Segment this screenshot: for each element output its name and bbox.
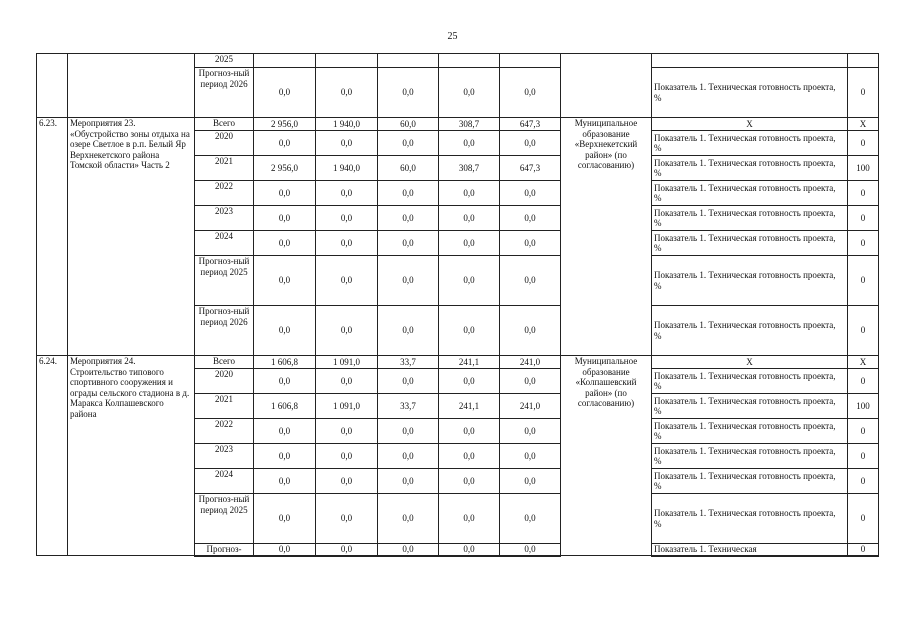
item-value-1: 0,0 xyxy=(254,231,316,256)
item-period: Прогноз- xyxy=(195,544,254,556)
item-value-3: 0,0 xyxy=(378,544,439,556)
item-value-3: 0,0 xyxy=(378,444,439,469)
item-period: 2021 xyxy=(195,156,254,181)
item-indicator: Показатель 1. Техническая готовность проекта, % xyxy=(652,206,848,231)
item-indicator: Показатель 1. Техническая готовность проекта, % xyxy=(652,131,848,156)
item-indicator: Показатель 1. Техническая готовность проекта, % xyxy=(652,494,848,544)
item-value-2: 0,0 xyxy=(316,131,378,156)
cell-value-1 xyxy=(254,54,316,68)
item-value-5: 241,0 xyxy=(500,394,561,419)
item-value-1: 0,0 xyxy=(254,469,316,494)
item-executor: Муниципальное образование «Колпашевский район» (по согласованию) xyxy=(561,356,652,556)
item-value-2: 1 940,0 xyxy=(316,156,378,181)
item-target: 0 xyxy=(848,206,879,231)
item-number: 6.24. xyxy=(37,356,68,556)
cell-value-3: 0,0 xyxy=(378,68,439,118)
item-value-5: 0,0 xyxy=(500,131,561,156)
item-value-2: 0,0 xyxy=(316,369,378,394)
cell-executor xyxy=(561,54,652,118)
item-value-2: 0,0 xyxy=(316,256,378,306)
item-value-4: 0,0 xyxy=(439,256,500,306)
item-target: 0 xyxy=(848,494,879,544)
item-period: Прогноз-ный период 2025 xyxy=(195,494,254,544)
item-value-3: 0,0 xyxy=(378,469,439,494)
item-value-4: 0,0 xyxy=(439,206,500,231)
item-value-4: 0,0 xyxy=(439,231,500,256)
item-value-3: 60,0 xyxy=(378,118,439,131)
item-period: 2023 xyxy=(195,444,254,469)
item-value-3: 0,0 xyxy=(378,494,439,544)
item-value-1: 1 606,8 xyxy=(254,356,316,369)
item-value-5: 0,0 xyxy=(500,419,561,444)
item-indicator: Х xyxy=(652,356,848,369)
cell-value-1: 0,0 xyxy=(254,68,316,118)
cell-name xyxy=(68,54,195,118)
item-value-5: 0,0 xyxy=(500,469,561,494)
item-value-1: 0,0 xyxy=(254,444,316,469)
item-target: 0 xyxy=(848,544,879,556)
item-value-5: 647,3 xyxy=(500,118,561,131)
item-value-4: 0,0 xyxy=(439,444,500,469)
item-indicator: Показатель 1. Техническая готовность проекта, % xyxy=(652,469,848,494)
item-value-3: 60,0 xyxy=(378,156,439,181)
item-value-4: 0,0 xyxy=(439,469,500,494)
table-row xyxy=(37,54,879,68)
cell-value-3 xyxy=(378,54,439,68)
item-indicator: Показатель 1. Техническая готовность проекта, % xyxy=(652,156,848,181)
item-indicator: Показатель 1. Техническая готовность проекта, % xyxy=(652,306,848,356)
item-value-3: 0,0 xyxy=(378,256,439,306)
item-target: 0 xyxy=(848,131,879,156)
item-value-3: 33,7 xyxy=(378,356,439,369)
item-number: 6.23. xyxy=(37,118,68,356)
item-value-3: 0,0 xyxy=(378,369,439,394)
item-period: Прогноз-ный период 2025 xyxy=(195,256,254,306)
item-value-4: 308,7 xyxy=(439,156,500,181)
item-value-1: 0,0 xyxy=(254,206,316,231)
item-value-4: 0,0 xyxy=(439,131,500,156)
item-value-4: 0,0 xyxy=(439,494,500,544)
cell-target: 0 xyxy=(848,68,879,118)
item-value-3: 0,0 xyxy=(378,419,439,444)
cell-period: Прогноз-ный период 2026 xyxy=(195,68,254,118)
cell-value-5: 0,0 xyxy=(500,68,561,118)
item-value-1: 1 606,8 xyxy=(254,394,316,419)
cell-number xyxy=(37,54,68,118)
item-name: Мероприятия 23. «Обустройство зоны отдыха на озере Светлое в р.п. Белый Яр Верхнекетского района Томской области» Часть 2 xyxy=(68,118,195,356)
item-period: 2020 xyxy=(195,369,254,394)
item-period: Всего xyxy=(195,356,254,369)
cell-target xyxy=(848,54,879,68)
cell-value-5 xyxy=(500,54,561,68)
item-period: 2021 xyxy=(195,394,254,419)
item-indicator: Показатель 1. Техническая xyxy=(652,544,848,556)
cell-value-2 xyxy=(316,54,378,68)
item-target: 0 xyxy=(848,256,879,306)
item-period: Прогноз-ный период 2026 xyxy=(195,306,254,356)
item-value-2: 1 940,0 xyxy=(316,118,378,131)
item-indicator: Показатель 1. Техническая готовность проекта, % xyxy=(652,394,848,419)
item-value-5: 647,3 xyxy=(500,156,561,181)
item-indicator: Показатель 1. Техническая готовность проекта, % xyxy=(652,444,848,469)
table-row xyxy=(37,356,879,369)
item-name: Мероприятия 24. Строительство типового спортивного сооружения и ограды сельского стадиона в д. Маракса Колпашевского района xyxy=(68,356,195,556)
item-value-1: 2 956,0 xyxy=(254,118,316,131)
item-value-5: 0,0 xyxy=(500,306,561,356)
item-target: 0 xyxy=(848,469,879,494)
item-value-4: 241,1 xyxy=(439,394,500,419)
item-indicator: Показатель 1. Техническая готовность проекта, % xyxy=(652,256,848,306)
cell-indicator: Показатель 1. Техническая готовность проекта, % xyxy=(652,68,848,118)
item-indicator: Показатель 1. Техническая готовность проекта, % xyxy=(652,369,848,394)
item-target: 0 xyxy=(848,231,879,256)
item-value-4: 0,0 xyxy=(439,544,500,556)
item-indicator: Х xyxy=(652,118,848,131)
item-value-1: 2 956,0 xyxy=(254,156,316,181)
item-value-3: 0,0 xyxy=(378,206,439,231)
item-value-1: 0,0 xyxy=(254,419,316,444)
item-value-2: 0,0 xyxy=(316,544,378,556)
item-target: 100 xyxy=(848,156,879,181)
table-row xyxy=(37,118,879,131)
item-value-5: 0,0 xyxy=(500,231,561,256)
item-period: 2022 xyxy=(195,419,254,444)
item-value-3: 33,7 xyxy=(378,394,439,419)
item-period: Всего xyxy=(195,118,254,131)
item-target: 0 xyxy=(848,369,879,394)
item-value-5: 0,0 xyxy=(500,256,561,306)
item-value-1: 0,0 xyxy=(254,131,316,156)
cell-value-4: 0,0 xyxy=(439,68,500,118)
item-value-5: 241,0 xyxy=(500,356,561,369)
item-executor: Муниципальное образование «Верхнекетский район» (по согласованию) xyxy=(561,118,652,356)
item-value-2: 0,0 xyxy=(316,206,378,231)
program-table xyxy=(36,53,879,557)
item-period: 2022 xyxy=(195,181,254,206)
item-value-1: 0,0 xyxy=(254,544,316,556)
item-target: 0 xyxy=(848,181,879,206)
item-value-2: 0,0 xyxy=(316,231,378,256)
item-period: 2024 xyxy=(195,231,254,256)
item-value-5: 0,0 xyxy=(500,206,561,231)
cell-period: 2025 xyxy=(195,54,254,68)
item-value-2: 1 091,0 xyxy=(316,356,378,369)
item-value-4: 0,0 xyxy=(439,306,500,356)
item-value-3: 0,0 xyxy=(378,231,439,256)
item-period: 2020 xyxy=(195,131,254,156)
item-value-5: 0,0 xyxy=(500,444,561,469)
item-value-3: 0,0 xyxy=(378,181,439,206)
item-period: 2023 xyxy=(195,206,254,231)
item-value-2: 0,0 xyxy=(316,494,378,544)
item-target: Х xyxy=(848,118,879,131)
item-value-1: 0,0 xyxy=(254,306,316,356)
item-value-5: 0,0 xyxy=(500,544,561,556)
item-value-3: 0,0 xyxy=(378,131,439,156)
item-value-2: 1 091,0 xyxy=(316,394,378,419)
page-number: 25 xyxy=(447,31,458,42)
cell-value-2: 0,0 xyxy=(316,68,378,118)
item-target: 0 xyxy=(848,306,879,356)
item-value-4: 241,1 xyxy=(439,356,500,369)
item-value-4: 308,7 xyxy=(439,118,500,131)
cell-value-4 xyxy=(439,54,500,68)
item-value-1: 0,0 xyxy=(254,181,316,206)
item-value-2: 0,0 xyxy=(316,306,378,356)
item-value-2: 0,0 xyxy=(316,181,378,206)
item-value-5: 0,0 xyxy=(500,494,561,544)
item-value-4: 0,0 xyxy=(439,419,500,444)
item-value-5: 0,0 xyxy=(500,369,561,394)
item-value-2: 0,0 xyxy=(316,419,378,444)
item-value-1: 0,0 xyxy=(254,494,316,544)
item-indicator: Показатель 1. Техническая готовность проекта, % xyxy=(652,419,848,444)
item-value-2: 0,0 xyxy=(316,444,378,469)
item-target: 100 xyxy=(848,394,879,419)
cell-indicator xyxy=(652,54,848,68)
item-value-3: 0,0 xyxy=(378,306,439,356)
item-indicator: Показатель 1. Техническая готовность проекта, % xyxy=(652,231,848,256)
item-target: Х xyxy=(848,356,879,369)
item-target: 0 xyxy=(848,419,879,444)
item-value-4: 0,0 xyxy=(439,181,500,206)
item-value-4: 0,0 xyxy=(439,369,500,394)
item-value-2: 0,0 xyxy=(316,469,378,494)
item-value-5: 0,0 xyxy=(500,181,561,206)
item-value-1: 0,0 xyxy=(254,256,316,306)
item-value-1: 0,0 xyxy=(254,369,316,394)
item-indicator: Показатель 1. Техническая готовность проекта, % xyxy=(652,181,848,206)
item-period: 2024 xyxy=(195,469,254,494)
item-target: 0 xyxy=(848,444,879,469)
